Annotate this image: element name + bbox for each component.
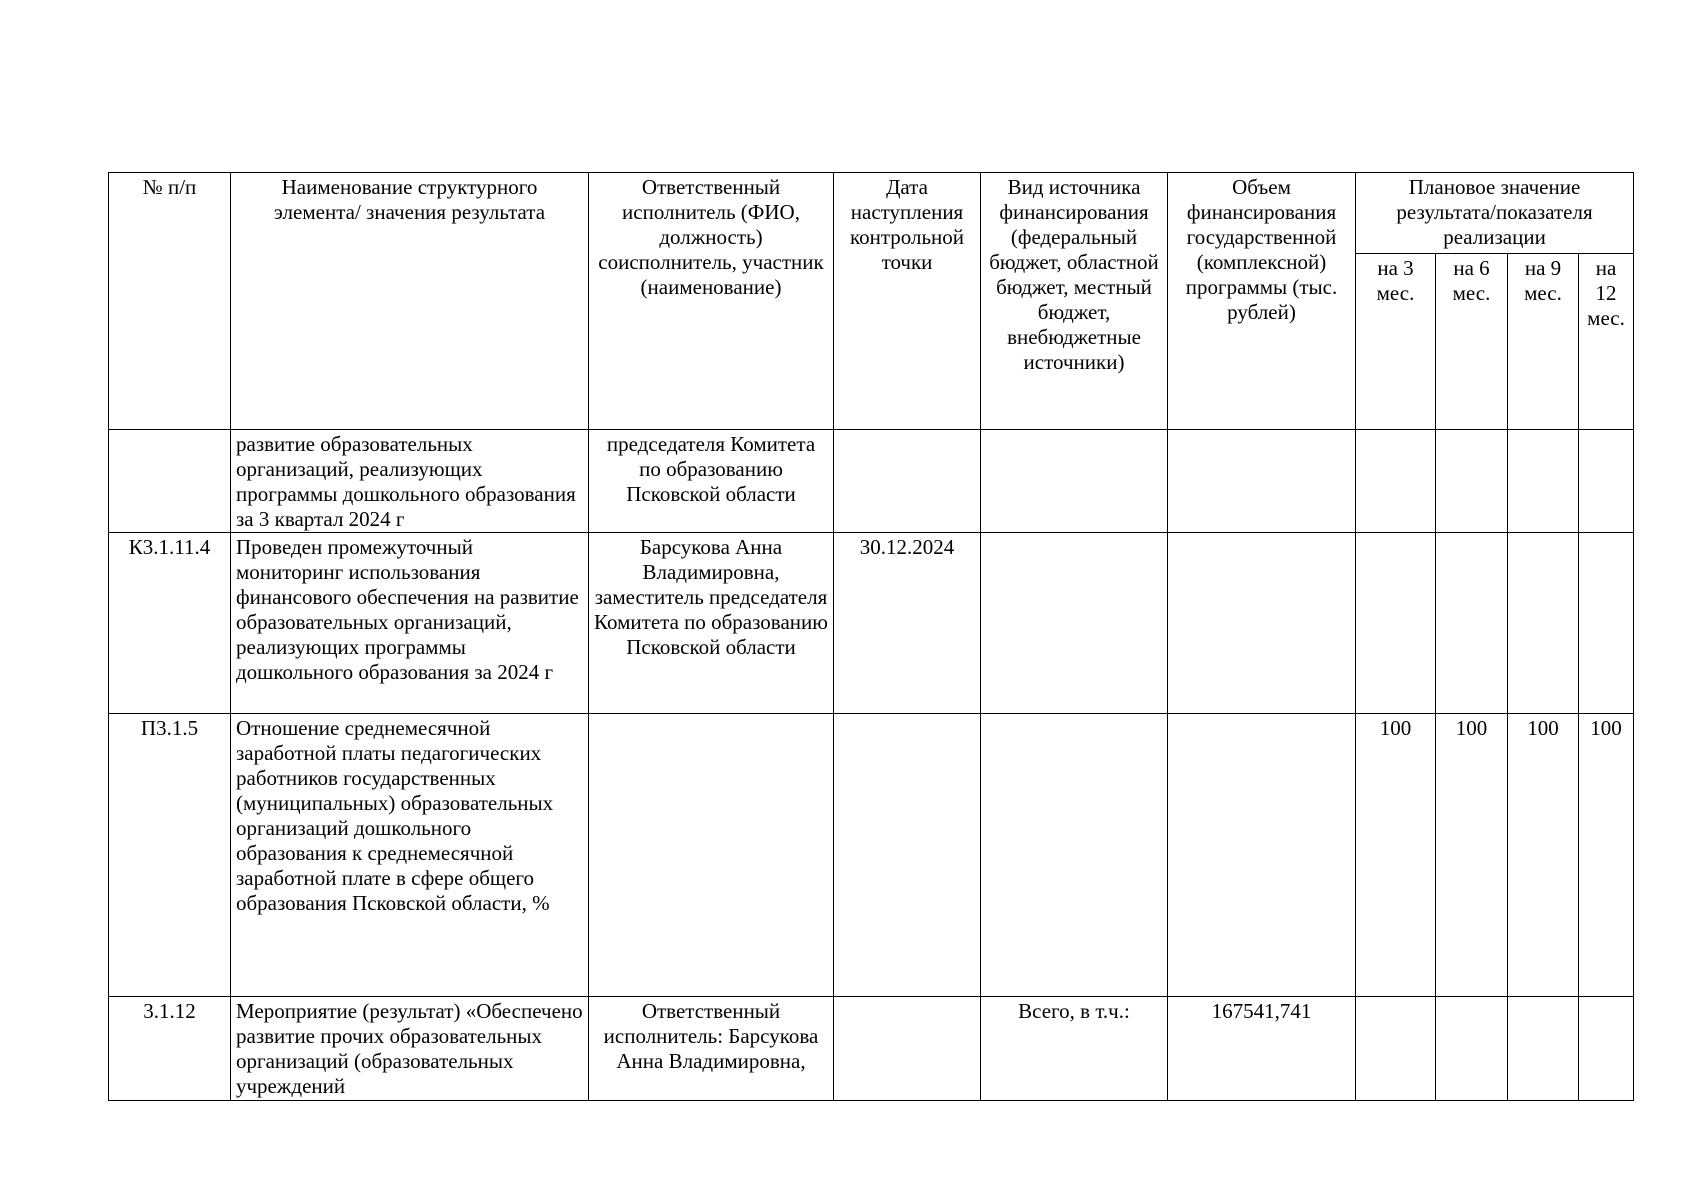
header-m9: на 9 мес.: [1508, 254, 1579, 430]
cell-volume: [1168, 533, 1356, 714]
cell-m3: [1356, 533, 1436, 714]
table-header-row: [109, 173, 1634, 254]
cell-date: 30.12.2024: [834, 533, 981, 714]
table-row: [109, 997, 1634, 1101]
cell-m12: [1579, 533, 1634, 714]
cell-date: [834, 430, 981, 533]
cell-date: [834, 997, 981, 1101]
cell-m12: [1579, 430, 1634, 533]
cell-m6: 100: [1436, 714, 1508, 997]
header-date: Дата наступления контрольной точки: [834, 173, 981, 430]
cell-num: 3.1.12: [109, 997, 231, 1101]
cell-m3: 100: [1356, 714, 1436, 997]
cell-name: Отношение среднемесячной заработной платы педагогических работников государственных (муниципальных) образовательных организаций дошкольного образования к среднемесячной заработной плате в сфере общего образования Псковской области, %: [231, 714, 589, 997]
cell-m12: 100: [1579, 714, 1634, 997]
cell-date: [834, 714, 981, 997]
header-m6: на 6 мес.: [1436, 254, 1508, 430]
table-row: [109, 714, 1634, 997]
cell-volume: [1168, 714, 1356, 997]
cell-responsible: председателя Комитета по образованию Псковской области: [589, 430, 834, 533]
cell-volume: [1168, 430, 1356, 533]
cell-name: Проведен промежуточный мониторинг использования финансового обеспечения на развитие образовательных организаций, реализующих программы дошкольного образования за 2024 г: [231, 533, 589, 714]
cell-m3: [1356, 997, 1436, 1101]
header-m12: на 12 мес.: [1579, 254, 1634, 430]
table-row: [109, 533, 1634, 714]
header-volume: Объем финансирования государственной (комплексной) программы (тыс. рублей): [1168, 173, 1356, 430]
cell-m3: [1356, 430, 1436, 533]
cell-responsible: [589, 714, 834, 997]
cell-source: Всего, в т.ч.:: [981, 997, 1168, 1101]
cell-source: [981, 430, 1168, 533]
cell-num: К3.1.11.4: [109, 533, 231, 714]
cell-m9: [1508, 997, 1579, 1101]
cell-m12: [1579, 997, 1634, 1101]
cell-responsible: Ответственный исполнитель: Барсукова Анна Владимировна,: [589, 997, 834, 1101]
cell-source: [981, 714, 1168, 997]
cell-num: П3.1.5: [109, 714, 231, 997]
cell-num: [109, 430, 231, 533]
cell-responsible: Барсукова Анна Владимировна, заместитель председателя Комитета по образованию Псковской области: [589, 533, 834, 714]
cell-m6: [1436, 533, 1508, 714]
header-num: № п/п: [109, 173, 231, 430]
header-responsible: Ответственный исполнитель (ФИО, должность) соисполнитель, участник (наименование): [589, 173, 834, 430]
cell-m9: 100: [1508, 714, 1579, 997]
cell-volume: 167541,741: [1168, 997, 1356, 1101]
table-row: [109, 430, 1634, 533]
cell-m6: [1436, 430, 1508, 533]
plan-table: [108, 172, 1634, 1101]
header-plan: Плановое значение результата/показателя реализации: [1356, 173, 1634, 254]
header-m3: на 3 мес.: [1356, 254, 1436, 430]
cell-m9: [1508, 430, 1579, 533]
cell-name: Мероприятие (результат) «Обеспечено развитие прочих образовательных организаций (образовательных учреждений: [231, 997, 589, 1101]
cell-m9: [1508, 533, 1579, 714]
cell-m6: [1436, 997, 1508, 1101]
cell-name: развитие образовательных организаций, реализующих программы дошкольного образования за 3 квартал 2024 г: [231, 430, 589, 533]
cell-source: [981, 533, 1168, 714]
header-name: Наименование структурного элемента/ значения результата: [231, 173, 589, 430]
header-source: Вид источника финансирования (федеральный бюджет, областной бюджет, местный бюджет, внебюджетные источники): [981, 173, 1168, 430]
